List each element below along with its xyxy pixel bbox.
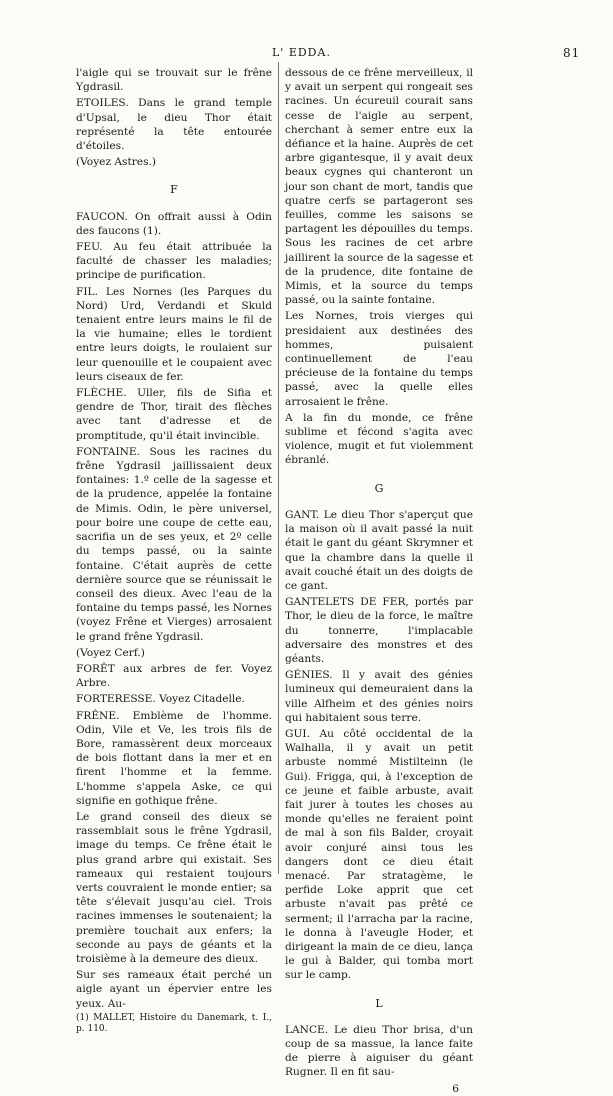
right-column xyxy=(285,66,473,1096)
entry-gantelets: GANTELETS DE FER, portés par Thor, le dieu de la force, le maître du tonnerre, l'implacable adversaire des monstres et des géants. xyxy=(285,596,473,665)
section-letter-f: F xyxy=(170,183,178,197)
entry-feu: FEU. Au feu était attribuée la faculté de chasser les maladies; principe de purification. xyxy=(76,241,272,282)
entry-genies: GÉNIES. Il y avait des génies lumineux qui demeuraient dans la ville Alfheim et des génies noirs qui habitaient sous terre. xyxy=(285,669,473,724)
cross-reference: (Voyez Cerf.) xyxy=(76,646,145,659)
paragraph: Sur ses rameaux était perché un aigle ayant un épervier entre les yeux. Au- xyxy=(76,969,272,1010)
paragraph: Les Nornes, trois vierges qui presidaient aux destinées des hommes, puisaient continuellement de l'eau précieuse de la fontaine du temps passé, avec la quelle elles arrosaient le frêne. xyxy=(285,310,473,408)
entry-fil: FIL. Les Nornes (les Parques du Nord) Urd, Verdandi et Skuld tenaient entre leurs mains le fil de la vie humaine; elles le tordient entre leurs doigts, le roulaient sur leur quenouille et le coupaient avec leurs ciseaux de fer. xyxy=(76,285,272,383)
entry-frene: FRÊNE. Emblème de l'homme. Odin, Vile et Ve, les trois fils de Bore, ramassèrent deux morceaux de bois flottant dans la mer et en firent l'homme et la femme. L'homme s'appela Aske, ce qui signifie en gothique frêne. xyxy=(76,709,272,807)
entry-fleche: FLÈCHE. Uller, fils de Sifia et gendre de Thor, tirait des flèches avec tant d'adresse et de promptitude, qu'il était invincible. xyxy=(76,387,272,442)
page-number: 81 xyxy=(563,46,581,60)
entry-lance: LANCE. Le dieu Thor brisa, d'un coup de sa massue, la lance faite de pierre à aiguiser du géant Rugner. Il en fit sau- xyxy=(285,1023,473,1079)
running-header: L' EDDA. xyxy=(272,46,331,59)
section-letter-g: G xyxy=(374,481,384,495)
section-letter-l: L xyxy=(375,996,383,1010)
column-divider xyxy=(278,62,279,874)
entry-gant: GANT. Le dieu Thor s'aperçut que la maison où il avait passé la nuit était le gant du géant Skrymner et que la chambre dans la quelle il avait couché était un des doigts de ce gant. xyxy=(285,508,473,592)
paragraph: l'aigle qui se trouvait sur le frêne Ygdrasil. xyxy=(76,67,272,94)
entry-forteresse: FORTERESSE. Voyez Citadelle. xyxy=(76,693,245,706)
cross-reference: (Voyez Astres.) xyxy=(76,156,157,169)
footnote: (1) MALLET, Histoire du Danemark, t. I., p. 110. xyxy=(76,1012,272,1034)
printer-signature: 6 xyxy=(452,1082,459,1095)
paragraph: A la fin du monde, ce frêne sublime et fécond s'agita avec violence, mugit et fut violemment ébranlé. xyxy=(285,411,473,467)
paragraph: dessous de ce frêne merveilleux, il y avait un serpent qui rongeait ses racines. Un écureuil courait sans cesse de l'aigle au serpent, cherchant à semer entre eux la défiance et la haine. Auprès de cet arbre gigantesque, il y avait deux beaux cygnes qui chanteront un jour son chant de mort, tandis que quatre cerfs se partageront ses feuilles, comme les saisons se partagent les dépouilles du temps. Sous les racines de cet arbre jaillirent la source de la sagesse et de la prudence, dite fontaine de Mimis, et la source du temps passé, ou la sainte fontaine. xyxy=(285,67,473,307)
entry-faucon: FAUCON. On offrait aussi à Odin des faucons (1). xyxy=(76,210,272,237)
paragraph: Le grand conseil des dieux se rassemblait sous le frêne Ygdrasil, image du temps. Ce frêne était le plus grand arbre qui existait. Ses rameaux qui restaient toujours verts couvraient le monde entier; sa tête s'élevait jusqu'au ciel. Trois racines immenses le soutenaient; la première touchait aux enfers; la seconde au pays de géants et la troisième à la demeure des dieux. xyxy=(76,810,272,965)
entry-gui: GUI. Au côté occidental de la Walhalla, il y avait un petit arbuste nommé Mistilteinn (le Gui). Frigga, qui, à l'exception de ce jeune et faible arbuste, avait fait jurer à toutes les choses au monde qu'elles ne feraient point de mal à son fils Balder, croyait avoir conjuré ainsi tous les dangers dont ce dieu était menacé. Par stratagème, le perfide Loke apprit que cet arbuste n'avait pas prêté ce serment; il l'arracha par la racine, le donna à l'aveugle Hoder, et dirigeant la main de ce dieu, lança le gui à Balder, qui tomba mort sur le camp. xyxy=(285,727,473,982)
left-column xyxy=(76,66,272,1037)
entry-fontaine: FONTAINE. Sous les racines du frêne Ygdrasil jaillissaient deux fontaines: 1.º celle de la sagesse et de la prudence, appelée la fontaine de Mimis. Odin, le père universel, pour boire une coupe de cette eau, sacrifia un de ses yeux, et 2º celle du temps passé, ou la sainte fontaine. C'était auprès de cette dernière source que se réunissait le conseil des dieux. Avec l'eau de la fontaine du temps passé, les Nornes (voyez Frêne et Vierges) arrosaient le grand frêne Ygdrasil. xyxy=(76,445,272,643)
entry-etoiles: ETOILES. Dans le grand temple d'Upsal, le dieu Thor était représenté la tête entourée d'étoiles. xyxy=(76,97,272,153)
entry-foret: FORÊT aux arbres de fer. Voyez Arbre. xyxy=(76,662,272,690)
